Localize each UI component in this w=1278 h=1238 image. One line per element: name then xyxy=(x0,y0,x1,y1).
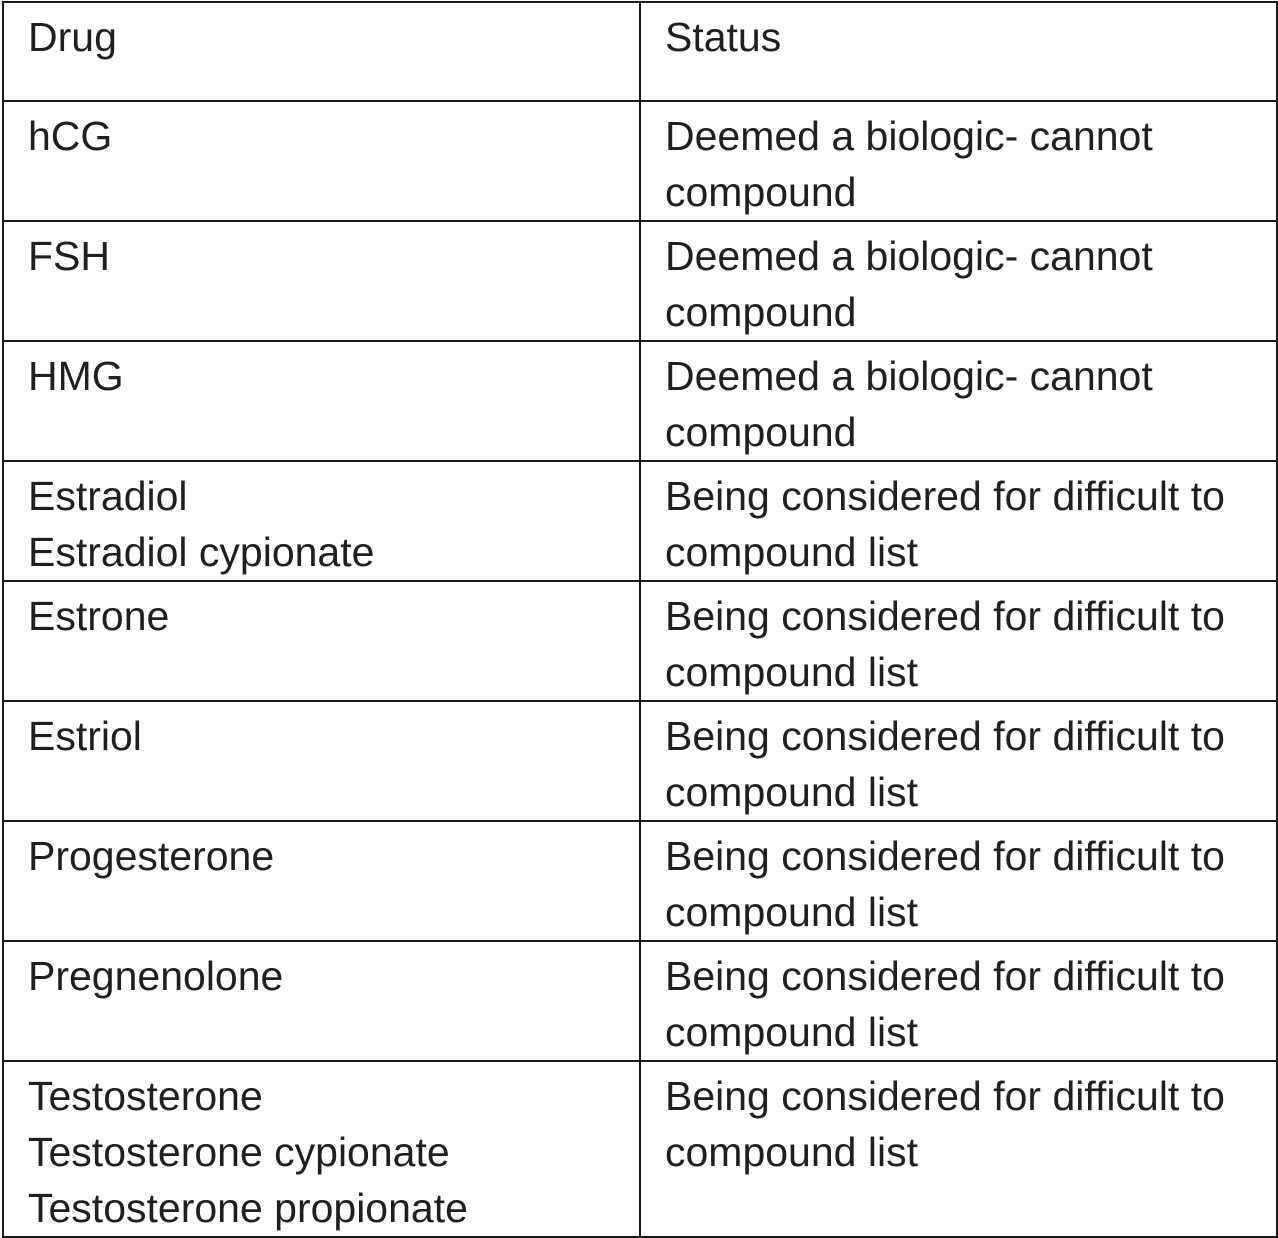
drug-name: HMG xyxy=(28,353,124,399)
status-text: Being considered for difficult to compound list xyxy=(665,593,1225,695)
drug-name: Pregnenolone xyxy=(28,953,284,999)
drug-cell xyxy=(3,1061,640,1237)
table-row xyxy=(3,101,1277,221)
drug-name: Testosterone xyxy=(28,1073,263,1119)
drug-status-table xyxy=(2,1,1278,1238)
table-row xyxy=(3,701,1277,821)
status-cell xyxy=(640,941,1277,1061)
table-header-row xyxy=(3,2,1277,101)
table-row xyxy=(3,821,1277,941)
drug-cell xyxy=(3,581,640,701)
status-text: Being considered for difficult to compound list xyxy=(665,713,1225,815)
status-cell xyxy=(640,701,1277,821)
drug-cell xyxy=(3,341,640,461)
status-cell xyxy=(640,461,1277,581)
drug-name: FSH xyxy=(28,233,110,279)
status-cell xyxy=(640,101,1277,221)
status-text: Being considered for difficult to compound list xyxy=(665,473,1225,575)
table-row xyxy=(3,1061,1277,1237)
status-cell xyxy=(640,821,1277,941)
status-text: Being considered for difficult to compound list xyxy=(665,1073,1225,1175)
drug-name: Testosterone propionate xyxy=(28,1185,468,1231)
drug-name: hCG xyxy=(28,113,113,159)
table-row xyxy=(3,461,1277,581)
drug-cell xyxy=(3,821,640,941)
drug-name: Testosterone cypionate xyxy=(28,1129,450,1175)
header-status: Status xyxy=(640,2,1277,101)
status-text: Being considered for difficult to compound list xyxy=(665,953,1225,1055)
status-cell xyxy=(640,581,1277,701)
drug-cell xyxy=(3,461,640,581)
table-row xyxy=(3,581,1277,701)
status-cell xyxy=(640,341,1277,461)
status-cell xyxy=(640,1061,1277,1237)
drug-name: Estradiol cypionate xyxy=(28,529,375,575)
drug-name: Estriol xyxy=(28,713,142,759)
status-text: Deemed a biologic- cannot compound xyxy=(665,113,1153,215)
drug-cell xyxy=(3,941,640,1061)
drug-cell xyxy=(3,701,640,821)
drug-cell xyxy=(3,221,640,341)
drug-name: Estrone xyxy=(28,593,170,639)
status-text: Being considered for difficult to compound list xyxy=(665,833,1225,935)
drug-name: Progesterone xyxy=(28,833,275,879)
drug-name: Estradiol xyxy=(28,473,188,519)
status-text: Deemed a biologic- cannot compound xyxy=(665,233,1153,335)
table-row xyxy=(3,341,1277,461)
table-row xyxy=(3,221,1277,341)
status-text: Deemed a biologic- cannot compound xyxy=(665,353,1153,455)
header-drug: Drug xyxy=(3,2,640,101)
status-cell xyxy=(640,221,1277,341)
table-row xyxy=(3,941,1277,1061)
drug-cell xyxy=(3,101,640,221)
